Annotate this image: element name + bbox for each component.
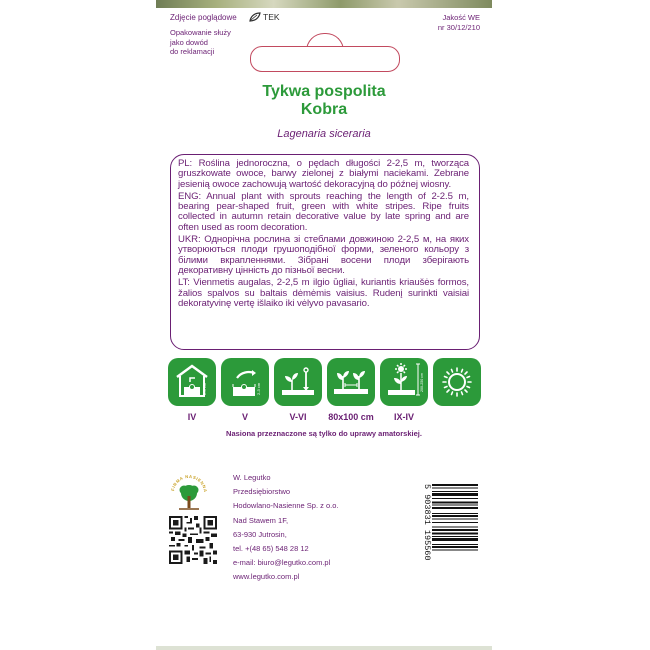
flowering-height-icon [380,358,428,406]
greenhouse-sowing-icon [168,358,216,406]
planting-month-label: V-VI [289,412,307,422]
description-ukr: UKR: Однорічна рослина зі стеблами довжиною 2-2,5 м, на яких утворюються плоди грушоподібної форми, зеленого кольору з білими вкрапленнями. Зібрані восени плоди зберігають декоративну цінність до пізньої весни. [178,234,469,276]
open-ground-sowing-icon [221,358,269,406]
qr-code [169,516,217,564]
company-phone: tel. +(48 65) 548 28 12 [233,544,309,554]
bottom-photo-strip [156,646,492,650]
company-email: e-mail: biuro@legutko.com.pl [233,558,331,568]
svg-text:200-250 cm: 200-250 cm [420,373,424,392]
spacing-label: 80x100 cm [328,412,374,422]
packaging-note-line: Opakowanie służy [170,28,231,37]
cultivation-icons [168,358,481,406]
packaging-note-line: do reklamacji [170,47,215,56]
seedling-planting-icon [274,358,322,406]
product-variety: Kobra [300,101,348,118]
sun-label [433,412,481,422]
legutko-logo [170,472,208,514]
barcode [418,482,480,578]
plant-spacing-icon [327,358,375,406]
tek-label: TEK [263,12,280,22]
company-line: Hodowlano-Nasienne Sp. z o.o. [233,501,339,511]
full-sun-icon [433,358,481,406]
svg-text:FIRMA NASIENNA: FIRMA NASIENNA [170,473,208,493]
quality-number: nr 30/12/210 [437,22,480,32]
latin-name: Lagenaria siceraria [277,128,371,140]
company-address [233,471,338,585]
quality-line: Jakość WE [442,13,480,22]
company-line: Przedsiębiorstwo [233,487,291,497]
description-en: ENG: Annual plant with sprouts reaching the length of 2-2.5 m, bearing pear-shaped fruit, green with white stripes. Ripe fruits collected in autumn retain decorative value by late spring and are often used as room decoration. [178,190,469,233]
leaf-icon [249,12,261,22]
company-name: W. Legutko [233,473,271,482]
harvest-month-label: IX-IV [393,412,414,422]
sowing-month-label: IV [187,412,197,422]
product-photo-strip [156,0,492,8]
company-city: 63-930 Jutrosin, [233,529,287,539]
product-name: Tykwa pospolita [262,83,386,100]
amateur-use-note: Nasiona przeznaczone są tylko do uprawy amatorskiej. [226,429,422,438]
seed-packet-back [156,8,492,646]
quality-info [438,13,480,32]
svg-text:2-3 cm: 2-3 cm [202,382,207,395]
svg-text:2-3 cm: 2-3 cm [256,382,261,395]
company-website: www.legutko.com.pl [233,572,300,582]
packaging-note-line: jako dowód [170,37,208,47]
company-street: Nad Stawem 1F, [233,515,289,525]
svg-text:5 903831 195560: 5 903831 195560 [422,484,432,561]
cultivation-icon-labels [168,412,481,422]
price-label-slot [250,46,400,72]
ground-sowing-month-label: V [241,412,248,422]
description-lt: LT: Vienmetis augalas, 2-2,5 m ilgio ūgliai, kuriantis kriaušės formos, žalios spalvos su baltais dėmėmis vaisius. Rudenį surinkti vaisiai dekoratyvinę vertę išlaiko iki vėlyvo pavasario. [178,277,469,309]
tek-badge [249,12,280,22]
product-title [156,83,492,119]
packaging-note [170,28,260,57]
description-box [170,154,480,350]
description-pl: PL: Roślina jednoroczna, o pędach długości 2-2,5 m, tworząca gruszkowate owoce, barwy zielonej z białymi naciekami. Zebrane jesienią owoce zachowują wartość dekoracyjną do późnej wiosny. [178,158,469,190]
preview-photo-label: Zdjęcie poglądowe [170,13,237,22]
